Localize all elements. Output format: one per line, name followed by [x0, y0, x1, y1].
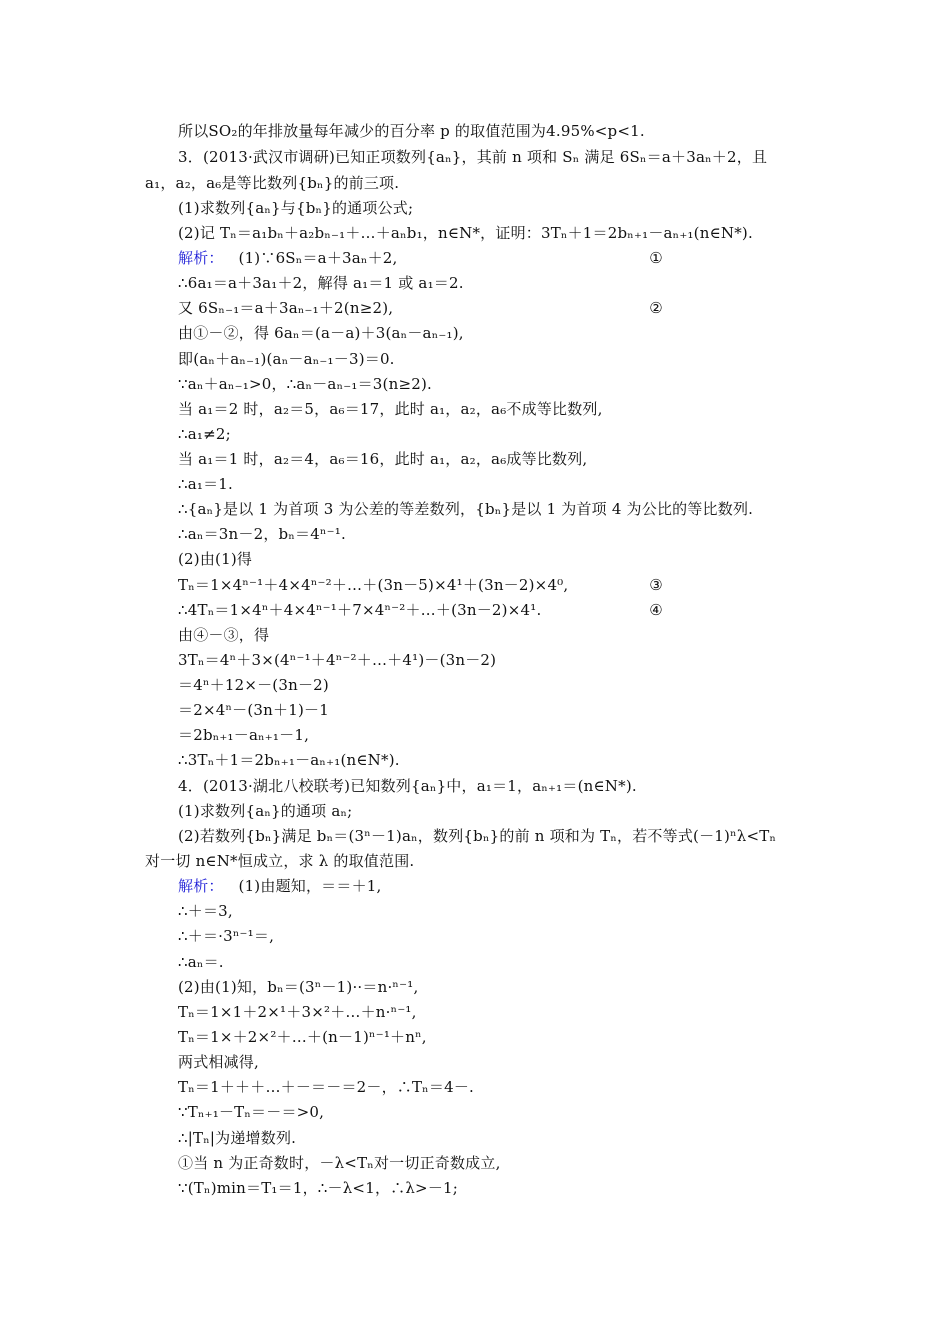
text-line: ①当 n 为正奇数时，－λ<Tₙ对一切正奇数成立, [178, 1154, 501, 1172]
text-line: (1)求数列{aₙ}的通项 aₙ; [178, 802, 353, 820]
text-line: 当 a₁＝1 时，a₂＝4，a₆＝16，此时 a₁，a₂，a₆成等比数列, [178, 450, 588, 468]
text-line: ∴＋＝·3ⁿ⁻¹＝, [178, 927, 275, 945]
text-line: ∴aₙ＝. [178, 953, 224, 971]
text-line: ∴4Tₙ＝1×4ⁿ＋4×4ⁿ⁻¹＋7×4ⁿ⁻²＋…＋(3n－2)×4¹. [178, 601, 542, 619]
text-line: ∴3Tₙ＋1＝2bₙ₊₁－aₙ₊₁(n∈N*). [178, 751, 400, 769]
text-line: ∵Tₙ₊₁－Tₙ＝－＝>0, [178, 1103, 325, 1121]
text-line: 由④－③，得 [178, 626, 270, 644]
text-line: 当 a₁＝2 时，a₂＝5，a₆＝17，此时 a₁，a₂，a₆不成等比数列, [178, 400, 603, 418]
equation-marker: ① [649, 249, 663, 267]
text-line: (2)记 Tₙ＝a₁bₙ＋a₂bₙ₋₁＋…＋aₙb₁，n∈N*，证明：3Tₙ＋1＝2bₙ₊₁－aₙ₊₁(n∈N*). [178, 224, 753, 242]
solution-label: 解析： [178, 877, 224, 895]
text-line: ∴a₁＝1. [178, 475, 234, 493]
text-line: ∴6a₁＝a＋3a₁＋2，解得 a₁＝1 或 a₁＝2. [178, 274, 464, 292]
text-line: ∵aₙ＋aₙ₋₁>0，∴aₙ－aₙ₋₁＝3(n≥2). [178, 375, 432, 393]
equation-marker: ③ [649, 576, 663, 594]
solution-line: 解析： (1)∵6Sₙ＝a＋3aₙ＋2, [178, 249, 398, 267]
text-line: 即(aₙ＋aₙ₋₁)(aₙ－aₙ₋₁－3)＝0. [178, 350, 395, 368]
text-line: (1)求数列{aₙ}与{bₙ}的通项公式; [178, 199, 414, 217]
text-line: (2)若数列{bₙ}满足 bₙ＝(3ⁿ－1)aₙ，数列{bₙ}的前 n 项和为 Tₙ，若不等式(－1)ⁿλ<Tₙ [178, 827, 777, 845]
text-line: 又 6Sₙ₋₁＝a＋3aₙ₋₁＋2(n≥2), [178, 299, 394, 317]
text-line: (2)由(1)知，bₙ＝(3ⁿ－1)··＝n·ⁿ⁻¹, [178, 978, 419, 996]
text-line: a₁，a₂，a₆是等比数列{bₙ}的前三项. [145, 174, 400, 192]
text-line: Tₙ＝1×1＋2×¹＋3×²＋…＋n·ⁿ⁻¹, [178, 1003, 417, 1021]
text-line: ∴{aₙ}是以 1 为首项 3 为公差的等差数列，{bₙ}是以 1 为首项 4 为公比的等比数列. [178, 500, 754, 518]
text-line: ＝2×4ⁿ－(3n＋1)－1 [178, 701, 329, 719]
text-line: ＝2bₙ₊₁－aₙ₊₁－1, [178, 726, 310, 744]
text-line: ∴＋＝3, [178, 902, 233, 920]
text-line: ∴|Tₙ|为递增数列. [178, 1129, 297, 1147]
text-line: ＝4ⁿ＋12×－(3n－2) [178, 676, 329, 694]
problem-4-heading: 4．(2013·湖北八校联考)已知数列{aₙ}中，a₁＝1，aₙ₊₁＝(n∈N*). [178, 777, 637, 795]
text-line: 对一切 n∈N*恒成立，求 λ 的取值范围. [145, 852, 415, 870]
text-line: Tₙ＝1×4ⁿ⁻¹＋4×4ⁿ⁻²＋…＋(3n－5)×4¹＋(3n－2)×4⁰, [178, 576, 569, 594]
text-line: ∴a₁≠2; [178, 425, 231, 443]
text-line: Tₙ＝1＋＋＋…＋－＝－＝2－，∴Tₙ＝4－. [178, 1078, 474, 1096]
text-line: 所以SO₂的年排放量每年减少的百分率 p 的取值范围为4.95%<p<1. [178, 122, 645, 140]
text-line: ∴aₙ＝3n－2，bₙ＝4ⁿ⁻¹. [178, 525, 346, 543]
equation-marker: ② [649, 299, 663, 317]
solution-label: 解析： [178, 249, 224, 267]
text-line: ∵(Tₙ)min＝T₁＝1，∴－λ<1，∴λ>－1; [178, 1179, 459, 1197]
solution-line: 解析： (1)由题知，＝＝＋1, [178, 877, 382, 895]
problem-3-heading: 3．(2013·武汉市调研)已知正项数列{aₙ}，其前 n 项和 Sₙ 满足 6Sₙ＝a＋3aₙ＋2，且 [178, 148, 768, 166]
equation-marker: ④ [649, 601, 663, 619]
text-line: (2)由(1)得 [178, 550, 253, 568]
text-line: 两式相减得, [178, 1053, 259, 1071]
text-line: Tₙ＝1×＋2×²＋…＋(n－1)ⁿ⁻¹＋nⁿ, [178, 1028, 427, 1046]
text-line: 3Tₙ＝4ⁿ＋3×(4ⁿ⁻¹＋4ⁿ⁻²＋…＋4¹)－(3n－2) [178, 651, 497, 669]
text-line: 由①－②，得 6aₙ＝(a－a)＋3(aₙ－aₙ₋₁), [178, 324, 464, 342]
